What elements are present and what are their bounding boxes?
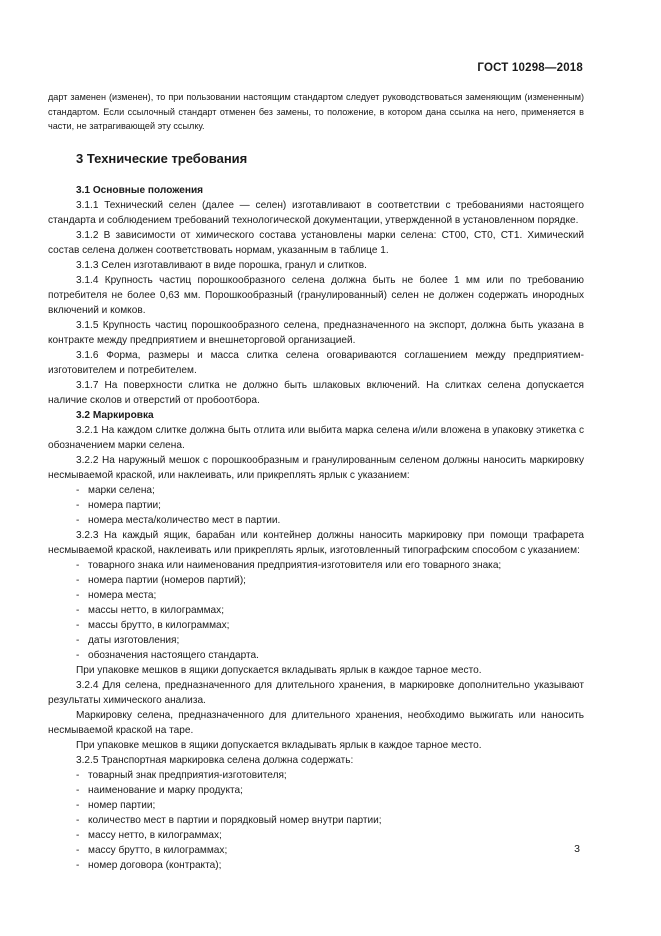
bag-marking-list [48,483,584,528]
list-item-text: товарного знака или наименования предприятия-изготовителя или его товарного знака; [88,560,502,571]
section-title: 3 Технические требования [76,151,248,166]
subsection-heading: 3.2 Маркировка [76,410,154,421]
paragraph: 3.1.1 Технический селен (далее — селен) изготавливают в соответствии с требованиями настоящего стандарта и соблюдением требований технологической документации, утвержденной в установленном порядке. [48,200,584,226]
section-body [48,183,584,873]
transport-marking-list [48,768,584,873]
list-item [48,588,584,603]
list-item [48,498,584,513]
bullet-dash: - [76,770,80,781]
list-item [48,603,584,618]
list-item-text: марки селена; [88,485,155,496]
bullet-dash: - [76,560,80,571]
list-item-text: массы нетто, в килограммах; [88,605,225,616]
bullet-dash: - [76,635,80,646]
bullet-dash: - [76,830,80,841]
paragraph: При упаковке мешков в ящики допускается вкладывать ярлык в каждое тарное место. [76,665,482,676]
list-item [48,843,584,858]
list-item [48,798,584,813]
bullet-dash: - [76,785,80,796]
bullet-dash: - [76,575,80,586]
bullet-dash: - [76,815,80,826]
list-item-text: массу нетто, в килограммах; [88,830,222,841]
page-number: 3 [574,843,580,855]
list-item [48,618,584,633]
list-item [48,648,584,663]
list-item [48,783,584,798]
paragraph: 3.1.5 Крупность частиц порошкообразного селена, предназначенного на экспорт, должна быть указана в контракте между предприятием и внешнеторговой организацией. [48,320,584,346]
bullet-dash: - [76,485,80,496]
list-item-text: обозначения настоящего стандарта. [88,650,259,661]
list-item [48,828,584,843]
list-item [48,573,584,588]
paragraph: 3.1.6 Форма, размеры и масса слитка селена оговариваются соглашением между предприятием-изготовителем и потребителем. [48,350,584,376]
paragraph: 3.2.2 На наружный мешок с порошкообразным и гранулированным селеном должны наносить маркировку несмываемой краской, или наклеивать, или прикреплять ярлык с указанием: [48,455,584,481]
paragraph: 3.1.3 Селен изготавливают в виде порошка, гранул и слитков. [76,260,367,271]
paragraph: 3.2.3 На каждый ящик, барабан или контейнер должны наносить маркировку при помощи трафарета несмываемой краской, наклеивать или прикреплять ярлык, изготовленный типографским способом с указанием: [48,530,584,556]
box-marking-list [48,558,584,663]
list-item-text: количество мест в партии и порядковый номер внутри партии; [88,815,382,826]
list-item [48,768,584,783]
list-item-text: номера места; [88,590,157,601]
list-item-text: наименование и марку продукта; [88,785,243,796]
bullet-dash: - [76,590,80,601]
list-item [48,513,584,528]
paragraph: 3.1.7 На поверхности слитка не должно быть шлаковых включений. На слитках селена допускается наличие сколов и отверстий от пробоотбора. [48,380,584,406]
paragraph: 3.2.5 Транспортная маркировка селена должна содержать: [76,755,354,766]
bullet-dash: - [76,500,80,511]
bullet-dash: - [76,650,80,661]
document-id-header: ГОСТ 10298—2018 [477,62,583,74]
list-item [48,633,584,648]
subsection-heading: 3.1 Основные положения [76,185,204,196]
bullet-dash: - [76,860,80,871]
list-item-text: номера партии; [88,500,161,511]
list-item-text: товарный знак предприятия-изготовителя; [88,770,287,781]
list-item [48,483,584,498]
list-item [48,813,584,828]
list-item-text: номер договора (контракта); [88,860,222,871]
list-item-text: номера партии (номеров партий); [88,575,246,586]
list-item-text: массы брутто, в килограммах; [88,620,230,631]
paragraph: При упаковке мешков в ящики допускается вкладывать ярлык в каждое тарное место. [76,740,482,751]
paragraph: Маркировку селена, предназначенного для длительного хранения, необходимо выжигать или наносить несмываемой краской на таре. [48,710,584,736]
bullet-dash: - [76,800,80,811]
list-item-text: массу брутто, в килограммах; [88,845,228,856]
list-item [48,858,584,873]
bullet-dash: - [76,845,80,856]
paragraph: 3.2.1 На каждом слитке должна быть отлита или выбита марка селена и/или вложена в упаковку этикетка с обозначением марки селена. [48,425,584,451]
intro-paragraph: дарт заменен (изменен), то при пользовании настоящим стандартом следует руководствоваться заменяющим (измененным) стандартом. Если ссылочный стандарт отменен без замены, то положение, в котором дана ссылка на него, применяется в части, не затрагивающей эту ссылку. [48,92,584,131]
paragraph: 3.1.4 Крупность частиц порошкообразного селена должна быть не более 1 мм или по требованию потребителя не более 0,63 мм. Порошкообразный (гранулированный) селен не должен содержать инородных включений и комков. [48,275,584,316]
bullet-dash: - [76,605,80,616]
paragraph: 3.2.4 Для селена, предназначенного для длительного хранения, в маркировке дополнительно указывают результаты химического анализа. [48,680,584,706]
list-item-text: даты изготовления; [88,635,180,646]
list-item-text: номер партии; [88,800,156,811]
list-item [48,558,584,573]
list-item-text: номера места/количество мест в партии. [88,515,281,526]
bullet-dash: - [76,515,80,526]
paragraph: 3.1.2 В зависимости от химического состава установлены марки селена: СТ00, СТ0, СТ1. Химический состав селена должен соответствовать нормам, указанным в таблице 1. [48,230,584,256]
bullet-dash: - [76,620,80,631]
